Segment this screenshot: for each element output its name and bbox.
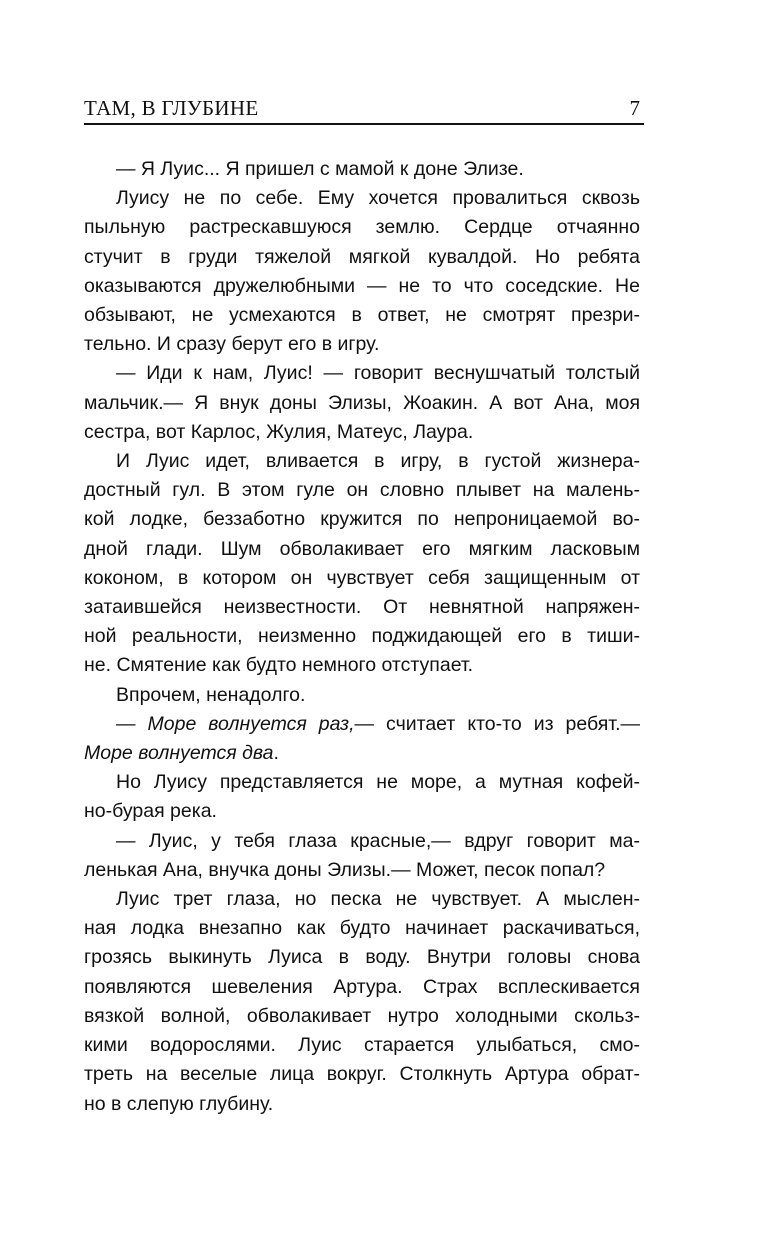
paragraph-6 [84, 710, 640, 768]
paragraph-1 [84, 155, 640, 184]
text-line: — Луис, у тебя глаза красные,— вдруг говорит ма- [116, 829, 640, 852]
text-line: — Я Луис... Я пришел с мамой к доне Элизе. [116, 158, 524, 180]
paragraph-2 [84, 184, 640, 359]
paragraph-7 [84, 768, 640, 826]
text-line: но в слепую глубину. [84, 1092, 274, 1115]
text-line [84, 710, 640, 739]
italic-phrase: Море волнуется раз, [147, 712, 355, 735]
text-line: ная лодка внезапно как будто начинает раскачиваться, [84, 917, 640, 940]
text-line: кими водорослями. Луис старается улыбаться, смо- [84, 1034, 640, 1057]
text-line: И Луис идет, вливается в игру, в густой жизнера- [116, 450, 640, 473]
text-line: Но Луису представляется не море, а мутная кофей- [116, 771, 640, 794]
text-line: достный гул. В этом гуле он словно плывет на малень- [84, 479, 640, 502]
text-line: обзывают, не усмехаются в ответ, не смотрят презри- [84, 304, 640, 327]
text-line: мальчик.— Я внук доны Элизы, Жоакин. А вот Ана, моя [84, 391, 640, 414]
text-line: затаившейся неизвестности. От невнятной напряжен- [84, 596, 640, 619]
text-line: вязкой волной, обволакивает нутро холодными скольз- [84, 1004, 640, 1027]
running-title: ТАМ, В ГЛУБИНЕ [84, 96, 259, 120]
text-line: сестра, вот Карлос, Жулия, Матеус, Лаура. [84, 420, 474, 443]
text-line: Впрочем, ненадолго. [116, 683, 306, 706]
punctuation: . [273, 742, 279, 765]
text-line: но-бурая река. [84, 800, 217, 823]
text-line: треть на веселые лица вокруг. Столкнуть Артура обрат- [84, 1063, 640, 1086]
text-line: появляются шевеления Артура. Страх всплескивается [84, 975, 640, 998]
text-line: дной глади. Шум обволакивает его мягким ласковым [84, 537, 640, 560]
text-line: ленькая Ана, внучка доны Элизы.— Может, песок попал? [84, 858, 606, 881]
text-line: Луис трет глаза, но песка не чувствует. А мыслен- [116, 888, 640, 911]
text-line: — Иди к нам, Луис! — говорит веснушчатый толстый [116, 362, 640, 385]
paragraph-3 [84, 359, 640, 447]
text-line: стучит в груди тяжелой мягкой кувалдой. Но ребята [84, 245, 640, 268]
paragraph-9 [84, 885, 640, 1119]
text-line: коконом, в котором он чувствует себя защищенным от [84, 566, 640, 589]
dialogue-dash: — [116, 712, 148, 735]
dialogue-attribution: — считает кто-то из ребят.— [354, 712, 640, 735]
text-line [84, 739, 640, 768]
text-line: оказываются дружелюбными — не то что соседские. Не [84, 274, 640, 297]
text-line: тельно. И сразу берут его в игру. [84, 333, 380, 356]
body-text [84, 155, 640, 1119]
paragraph-5 [84, 681, 640, 710]
text-line: не. Смятение как будто немного отступает. [84, 654, 474, 677]
text-line: пыльную растрескавшуюся землю. Сердце отчаянно [84, 216, 640, 239]
italic-phrase: Море волнуется два [84, 742, 274, 765]
text-line: грозясь выкинуть Луиса в воду. Внутри головы снова [84, 946, 640, 969]
text-line: Луису не по себе. Ему хочется провалиться сквозь [116, 187, 640, 210]
text-line: кой лодке, беззаботно кружится по непроницаемой во- [84, 508, 640, 531]
paragraph-8 [84, 827, 640, 885]
page-number: 7 [629, 96, 640, 120]
running-header [84, 95, 644, 125]
paragraph-4 [84, 447, 640, 681]
text-line: ной реальности, неизменно поджидающей его в тиши- [84, 625, 640, 648]
